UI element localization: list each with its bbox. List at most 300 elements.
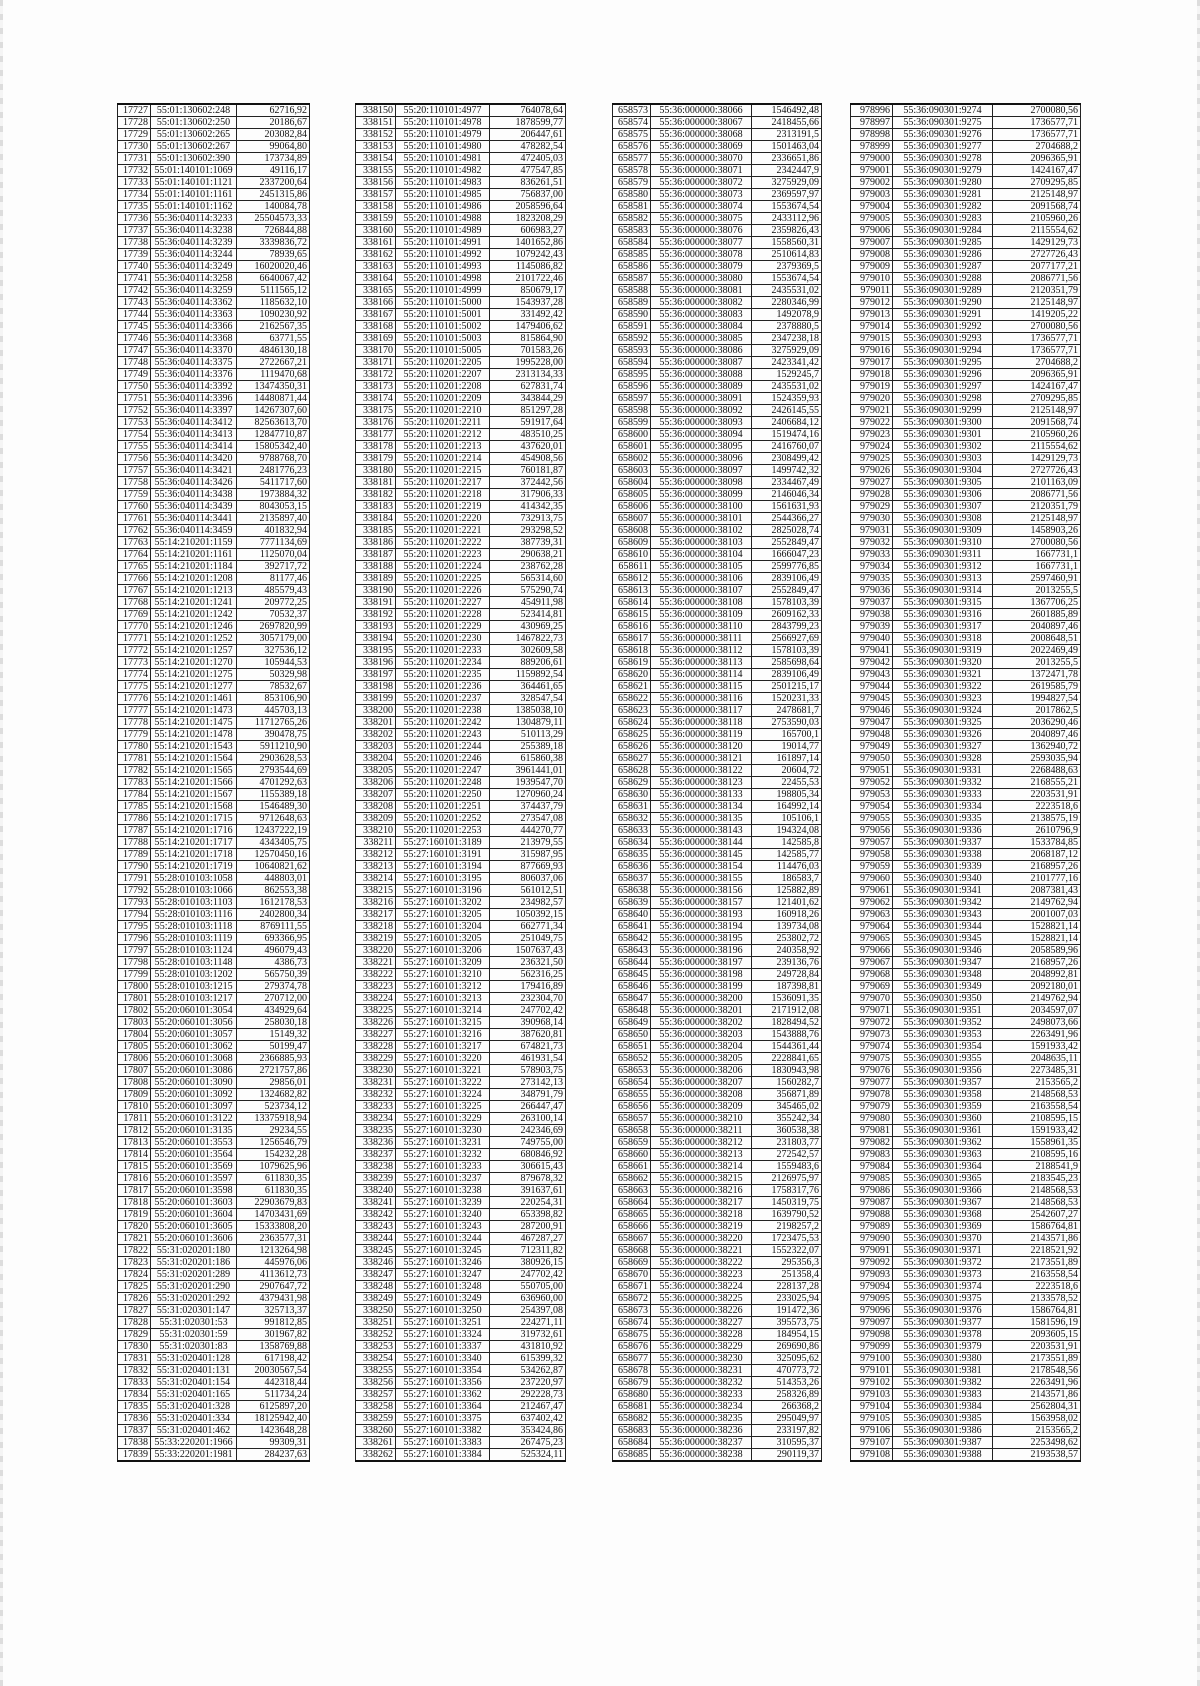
table-row [851, 717, 1081, 729]
table-row [356, 1113, 566, 1125]
row-number: 17752 [118, 405, 151, 417]
table-row [356, 333, 566, 345]
cadastral-number: 55:20:110201:2212 [396, 429, 490, 441]
row-number: 338164 [356, 273, 396, 285]
row-number: 338202 [356, 729, 396, 741]
table-row [118, 1353, 310, 1365]
cadastral-value: 2017862,5 [993, 705, 1081, 717]
cadastral-value: 355242,34 [752, 1113, 822, 1125]
cadastral-value: 2120351,79 [993, 285, 1081, 297]
cadastral-number: 55:20:110201:2252 [396, 813, 490, 825]
table-row [851, 345, 1081, 357]
table-row [851, 1041, 1081, 1053]
table-row [613, 441, 822, 453]
table-row [613, 1089, 822, 1101]
table-row [118, 104, 310, 117]
table-row [851, 273, 1081, 285]
row-number: 17804 [118, 1029, 151, 1041]
cadastral-value: 63771,55 [237, 333, 310, 345]
cadastral-value: 662771,34 [490, 921, 566, 933]
table-row [356, 417, 566, 429]
table-row [118, 741, 310, 753]
cadastral-number: 55:20:060101:3057 [151, 1029, 237, 1041]
cadastral-value: 674821,73 [490, 1041, 566, 1053]
cadastral-number: 55:36:000000:38230 [651, 1353, 752, 1365]
cadastral-value: 187398,81 [752, 981, 822, 993]
cadastral-number: 55:36:090301:9369 [893, 1221, 993, 1233]
cadastral-value: 263100,14 [490, 1113, 566, 1125]
row-number: 338196 [356, 657, 396, 669]
row-number: 658578 [613, 165, 651, 177]
cadastral-number: 55:20:060101:3604 [151, 1209, 237, 1221]
table-row [613, 333, 822, 345]
cadastral-value: 2120351,79 [993, 501, 1081, 513]
table-row [613, 561, 822, 573]
cadastral-value: 1492078,9 [752, 309, 822, 321]
row-number: 17729 [118, 129, 151, 141]
table-row [613, 1257, 822, 1269]
cadastral-value: 290638,21 [490, 549, 566, 561]
row-number: 17793 [118, 897, 151, 909]
table-row [851, 1125, 1081, 1137]
cadastral-value: 401832,94 [237, 525, 310, 537]
row-number: 658576 [613, 141, 651, 153]
cadastral-number: 55:36:000000:38157 [651, 897, 752, 909]
table-row [356, 477, 566, 489]
cadastral-value: 2416760,07 [752, 441, 822, 453]
cadastral-value: 617198,42 [237, 1353, 310, 1365]
cadastral-number: 55:20:110101:4983 [396, 177, 490, 189]
row-number: 338222 [356, 969, 396, 981]
table-row [851, 609, 1081, 621]
table-row [851, 453, 1081, 465]
cadastral-value: 19014,77 [752, 741, 822, 753]
row-number: 338233 [356, 1101, 396, 1113]
cadastral-number: 55:20:060101:3086 [151, 1065, 237, 1077]
row-number: 979017 [851, 357, 893, 369]
cadastral-value: 22455,53 [752, 777, 822, 789]
table-row [851, 321, 1081, 333]
cadastral-number: 55:36:090301:9337 [893, 837, 993, 849]
table-row [851, 249, 1081, 261]
cadastral-number: 55:36:000000:38204 [651, 1041, 752, 1053]
cadastral-value: 1125070,04 [237, 549, 310, 561]
cadastral-value: 2163558,54 [993, 1269, 1081, 1281]
cadastral-number: 55:36:000000:38224 [651, 1281, 752, 1293]
cadastral-value: 448803,01 [237, 873, 310, 885]
row-number: 979097 [851, 1317, 893, 1329]
table-row [613, 549, 822, 561]
row-number: 17822 [118, 1245, 151, 1257]
cadastral-value: 380926,15 [490, 1257, 566, 1269]
cadastral-number: 55:20:060101:3068 [151, 1053, 237, 1065]
cadastral-number: 55:28:010103:1217 [151, 993, 237, 1005]
cadastral-value: 198805,34 [752, 789, 822, 801]
table-row [356, 1173, 566, 1185]
cadastral-number: 55:20:110101:4979 [396, 129, 490, 141]
cadastral-value: 2418455,66 [752, 117, 822, 129]
table-row [851, 1221, 1081, 1233]
row-number: 979056 [851, 825, 893, 837]
table-row [851, 765, 1081, 777]
cadastral-value: 1552322,07 [752, 1245, 822, 1257]
cadastral-value: 2135897,40 [237, 513, 310, 525]
cadastral-number: 55:36:090301:9318 [893, 633, 993, 645]
cadastral-number: 55:36:000000:38231 [651, 1365, 752, 1377]
row-number: 979008 [851, 249, 893, 261]
table-row [356, 885, 566, 897]
cadastral-value: 1553674,54 [752, 273, 822, 285]
cadastral-value: 1586764,81 [993, 1221, 1081, 1233]
row-number: 17834 [118, 1389, 151, 1401]
table-row [356, 909, 566, 921]
table-row [356, 213, 566, 225]
cadastral-number: 55:36:040114:3441 [151, 513, 237, 525]
table-row [851, 141, 1081, 153]
cadastral-number: 55:36:090301:9347 [893, 957, 993, 969]
table-row [356, 489, 566, 501]
table-row [851, 129, 1081, 141]
row-number: 17732 [118, 165, 151, 177]
cadastral-number: 55:27:160101:3246 [396, 1257, 490, 1269]
cadastral-number: 55:36:000000:38223 [651, 1269, 752, 1281]
table-row [356, 549, 566, 561]
row-number: 658590 [613, 309, 651, 321]
row-number: 338150 [356, 104, 396, 117]
cadastral-number: 55:36:000000:38236 [651, 1425, 752, 1437]
table-row [118, 1377, 310, 1389]
table-row [851, 297, 1081, 309]
cadastral-number: 55:36:000000:38068 [651, 129, 752, 141]
cadastral-value: 853106,90 [237, 693, 310, 705]
table-row [613, 1125, 822, 1137]
cadastral-number: 55:20:110201:2220 [396, 513, 490, 525]
row-number: 658647 [613, 993, 651, 1005]
cadastral-number: 55:20:110101:4986 [396, 201, 490, 213]
cadastral-number: 55:20:060101:3553 [151, 1137, 237, 1149]
table-row [613, 369, 822, 381]
cadastral-number: 55:36:000000:38203 [651, 1029, 752, 1041]
table-row [851, 1089, 1081, 1101]
table-row [613, 969, 822, 981]
cadastral-number: 55:36:040114:3397 [151, 405, 237, 417]
cadastral-number: 55:36:000000:38113 [651, 657, 752, 669]
cadastral-value: 1667731,1 [993, 549, 1081, 561]
table-row [613, 873, 822, 885]
cadastral-number: 55:20:110101:4988 [396, 213, 490, 225]
row-number: 658644 [613, 957, 651, 969]
cadastral-number: 55:20:060101:3603 [151, 1197, 237, 1209]
cadastral-value: 374437,79 [490, 801, 566, 813]
cadastral-value: 1450319,75 [752, 1197, 822, 1209]
table-row [613, 153, 822, 165]
cadastral-number: 55:01:140101:1069 [151, 165, 237, 177]
cadastral-number: 55:36:090301:9307 [893, 501, 993, 513]
cadastral-value: 2700080,56 [993, 104, 1081, 117]
table-row [613, 825, 822, 837]
cadastral-number: 55:36:000000:38072 [651, 177, 752, 189]
cadastral-value: 693366,95 [237, 933, 310, 945]
cadastral-value: 9788768,70 [237, 453, 310, 465]
cadastral-value: 1529245,7 [752, 369, 822, 381]
cadastral-number: 55:27:160101:3237 [396, 1173, 490, 1185]
cadastral-number: 55:36:090301:9367 [893, 1197, 993, 1209]
cadastral-number: 55:20:110201:2243 [396, 729, 490, 741]
cadastral-value: 2171912,08 [752, 1005, 822, 1017]
table-row [118, 897, 310, 909]
row-number: 979014 [851, 321, 893, 333]
row-number: 17795 [118, 921, 151, 933]
cadastral-number: 55:14:210201:1275 [151, 669, 237, 681]
cadastral-value: 2510614,83 [752, 249, 822, 261]
table-row [851, 1173, 1081, 1185]
row-number: 979046 [851, 705, 893, 717]
table-row [356, 117, 566, 129]
row-number: 658627 [613, 753, 651, 765]
cadastral-value: 760181,87 [490, 465, 566, 477]
cadastral-value: 356871,89 [752, 1089, 822, 1101]
table-row [356, 837, 566, 849]
row-number: 338218 [356, 921, 396, 933]
cadastral-number: 55:36:000000:38091 [651, 393, 752, 405]
cadastral-value: 1270960,24 [490, 789, 566, 801]
table-row [613, 213, 822, 225]
cadastral-number: 55:36:000000:38154 [651, 861, 752, 873]
cadastral-number: 55:36:090301:9280 [893, 177, 993, 189]
row-number: 17773 [118, 657, 151, 669]
cadastral-number: 55:27:160101:3210 [396, 969, 490, 981]
table-row [613, 1305, 822, 1317]
cadastral-number: 55:20:110101:5001 [396, 309, 490, 321]
cadastral-number: 55:27:160101:3212 [396, 981, 490, 993]
cadastral-number: 55:20:110101:4989 [396, 225, 490, 237]
cadastral-number: 55:36:090301:9370 [893, 1233, 993, 1245]
cadastral-number: 55:27:160101:3245 [396, 1245, 490, 1257]
cadastral-value: 2101722,46 [490, 273, 566, 285]
row-number: 17778 [118, 717, 151, 729]
cadastral-value: 472405,03 [490, 153, 566, 165]
cadastral-number: 55:27:160101:3202 [396, 897, 490, 909]
cadastral-number: 55:36:000000:38076 [651, 225, 752, 237]
cadastral-value: 2173551,89 [993, 1353, 1081, 1365]
cadastral-number: 55:01:130602:390 [151, 153, 237, 165]
row-number: 658683 [613, 1425, 651, 1437]
cadastral-value: 3961441,01 [490, 765, 566, 777]
table-row [613, 1053, 822, 1065]
table-row [613, 393, 822, 405]
row-number: 17837 [118, 1425, 151, 1437]
cadastral-number: 55:36:090301:9316 [893, 609, 993, 621]
cadastral-value: 2188541,9 [993, 1161, 1081, 1173]
cadastral-number: 55:31:020201:292 [151, 1293, 237, 1305]
table-row [356, 657, 566, 669]
table-row [356, 669, 566, 681]
row-number: 338152 [356, 129, 396, 141]
row-number: 979103 [851, 1389, 893, 1401]
row-number: 979011 [851, 285, 893, 297]
table-row [356, 1053, 566, 1065]
row-number: 979091 [851, 1245, 893, 1257]
row-number: 658601 [613, 441, 651, 453]
table-row [356, 921, 566, 933]
row-number: 658645 [613, 969, 651, 981]
cadastral-value: 756837,00 [490, 189, 566, 201]
row-number: 338248 [356, 1281, 396, 1293]
table-row [613, 1317, 822, 1329]
cadastral-number: 55:14:210201:1568 [151, 801, 237, 813]
cadastral-number: 55:36:000000:38105 [651, 561, 752, 573]
cadastral-number: 55:36:090301:9348 [893, 969, 993, 981]
row-number: 658584 [613, 237, 651, 249]
row-number: 658597 [613, 393, 651, 405]
cadastral-number: 55:27:160101:3324 [396, 1329, 490, 1341]
cadastral-value: 203082,84 [237, 129, 310, 141]
row-number: 17774 [118, 669, 151, 681]
cadastral-value: 550705,00 [490, 1281, 566, 1293]
row-number: 338167 [356, 309, 396, 321]
cadastral-value: 2101163,09 [993, 477, 1081, 489]
cadastral-number: 55:36:040114:3420 [151, 453, 237, 465]
cadastral-value: 209772,25 [237, 597, 310, 609]
cadastral-value: 477547,85 [490, 165, 566, 177]
cadastral-value: 2334467,49 [752, 477, 822, 489]
cadastral-number: 55:36:090301:9381 [893, 1365, 993, 1377]
cadastral-number: 55:36:090301:9374 [893, 1281, 993, 1293]
table-row [118, 849, 310, 861]
table-row [118, 1365, 310, 1377]
cadastral-value: 1736577,71 [993, 117, 1081, 129]
cadastral-value: 2146046,34 [752, 489, 822, 501]
cadastral-value: 1424167,47 [993, 165, 1081, 177]
table-row [851, 753, 1081, 765]
cadastral-value: 1723475,53 [752, 1233, 822, 1245]
row-number: 979026 [851, 465, 893, 477]
cadastral-number: 55:31:020301:59 [151, 1329, 237, 1341]
cadastral-number: 55:36:090301:9376 [893, 1305, 993, 1317]
cadastral-value: 1612178,53 [237, 897, 310, 909]
table-row [118, 909, 310, 921]
table-row [613, 609, 822, 621]
cadastral-number: 55:36:000000:38074 [651, 201, 752, 213]
table-row [613, 1353, 822, 1365]
row-number: 979006 [851, 225, 893, 237]
cadastral-number: 55:27:160101:3247 [396, 1269, 490, 1281]
cadastral-value: 1559483,6 [752, 1161, 822, 1173]
cadastral-number: 55:27:160101:3337 [396, 1341, 490, 1353]
cadastral-value: 14267307,60 [237, 405, 310, 417]
row-number: 658602 [613, 453, 651, 465]
cadastral-number: 55:36:000000:38114 [651, 669, 752, 681]
table-row [613, 813, 822, 825]
cadastral-number: 55:36:090301:9310 [893, 537, 993, 549]
cadastral-value: 165700,1 [752, 729, 822, 741]
table-row [613, 1389, 822, 1401]
cadastral-value: 2068187,12 [993, 849, 1081, 861]
cadastral-value: 2125148,97 [993, 189, 1081, 201]
cadastral-value: 806037,06 [490, 873, 566, 885]
table-row [851, 189, 1081, 201]
row-number: 17826 [118, 1293, 151, 1305]
cadastral-value: 20030567,54 [237, 1365, 310, 1377]
row-number: 979024 [851, 441, 893, 453]
cadastral-value: 272542,57 [752, 1149, 822, 1161]
row-number: 658608 [613, 525, 651, 537]
table-row [851, 237, 1081, 249]
table-row [851, 789, 1081, 801]
row-number: 979031 [851, 525, 893, 537]
cadastral-value: 2162567,35 [237, 321, 310, 333]
row-number: 17734 [118, 189, 151, 201]
table-row [118, 405, 310, 417]
cadastral-value: 20604,72 [752, 765, 822, 777]
table-row [118, 765, 310, 777]
table-row [118, 1065, 310, 1077]
row-number: 17743 [118, 297, 151, 309]
row-number: 17775 [118, 681, 151, 693]
cadastral-value: 1563958,02 [993, 1413, 1081, 1425]
cadastral-value: 442318,44 [237, 1377, 310, 1389]
cadastral-number: 55:14:210201:1270 [151, 657, 237, 669]
cadastral-value: 20186,67 [237, 117, 310, 129]
cadastral-value: 220254,31 [490, 1197, 566, 1209]
cadastral-number: 55:36:000000:38104 [651, 549, 752, 561]
row-number: 338240 [356, 1185, 396, 1197]
row-number: 658634 [613, 837, 651, 849]
cadastral-number: 55:27:160101:3191 [396, 849, 490, 861]
cadastral-value: 2125148,97 [993, 297, 1081, 309]
table-row [356, 309, 566, 321]
cadastral-number: 55:31:020401:165 [151, 1389, 237, 1401]
table-row [118, 549, 310, 561]
row-number: 979028 [851, 489, 893, 501]
table-row [356, 369, 566, 381]
table-row [613, 477, 822, 489]
cadastral-number: 55:20:110201:2235 [396, 669, 490, 681]
table-row [613, 1209, 822, 1221]
cadastral-number: 55:20:110201:2228 [396, 609, 490, 621]
row-number: 979060 [851, 873, 893, 885]
cadastral-number: 55:36:090301:9341 [893, 885, 993, 897]
table-row [118, 201, 310, 213]
table-row [851, 849, 1081, 861]
row-number: 338212 [356, 849, 396, 861]
row-number: 17769 [118, 609, 151, 621]
table-row [851, 873, 1081, 885]
cadastral-number: 55:36:000000:38237 [651, 1437, 752, 1449]
table-row [851, 261, 1081, 273]
cadastral-value: 2115554,62 [993, 441, 1081, 453]
cadastral-number: 55:36:000000:38082 [651, 297, 752, 309]
cadastral-value: 1372471,78 [993, 669, 1081, 681]
cadastral-value: 15149,32 [237, 1029, 310, 1041]
row-number: 979039 [851, 621, 893, 633]
cadastral-number: 55:36:090301:9285 [893, 237, 993, 249]
row-number: 338213 [356, 861, 396, 873]
row-number: 658668 [613, 1245, 651, 1257]
row-number: 338255 [356, 1365, 396, 1377]
cadastral-value: 850679,17 [490, 285, 566, 297]
row-number: 17762 [118, 525, 151, 537]
cadastral-value: 302609,58 [490, 645, 566, 657]
cadastral-value: 258326,89 [752, 1389, 822, 1401]
cadastral-value: 1591933,42 [993, 1041, 1081, 1053]
cadastral-value: 348791,79 [490, 1089, 566, 1101]
cadastral-value: 18125942,40 [237, 1413, 310, 1425]
cadastral-value: 2048635,11 [993, 1053, 1081, 1065]
cadastral-number: 55:36:000000:38220 [651, 1233, 752, 1245]
table-row [613, 1413, 822, 1425]
table-row [851, 153, 1081, 165]
